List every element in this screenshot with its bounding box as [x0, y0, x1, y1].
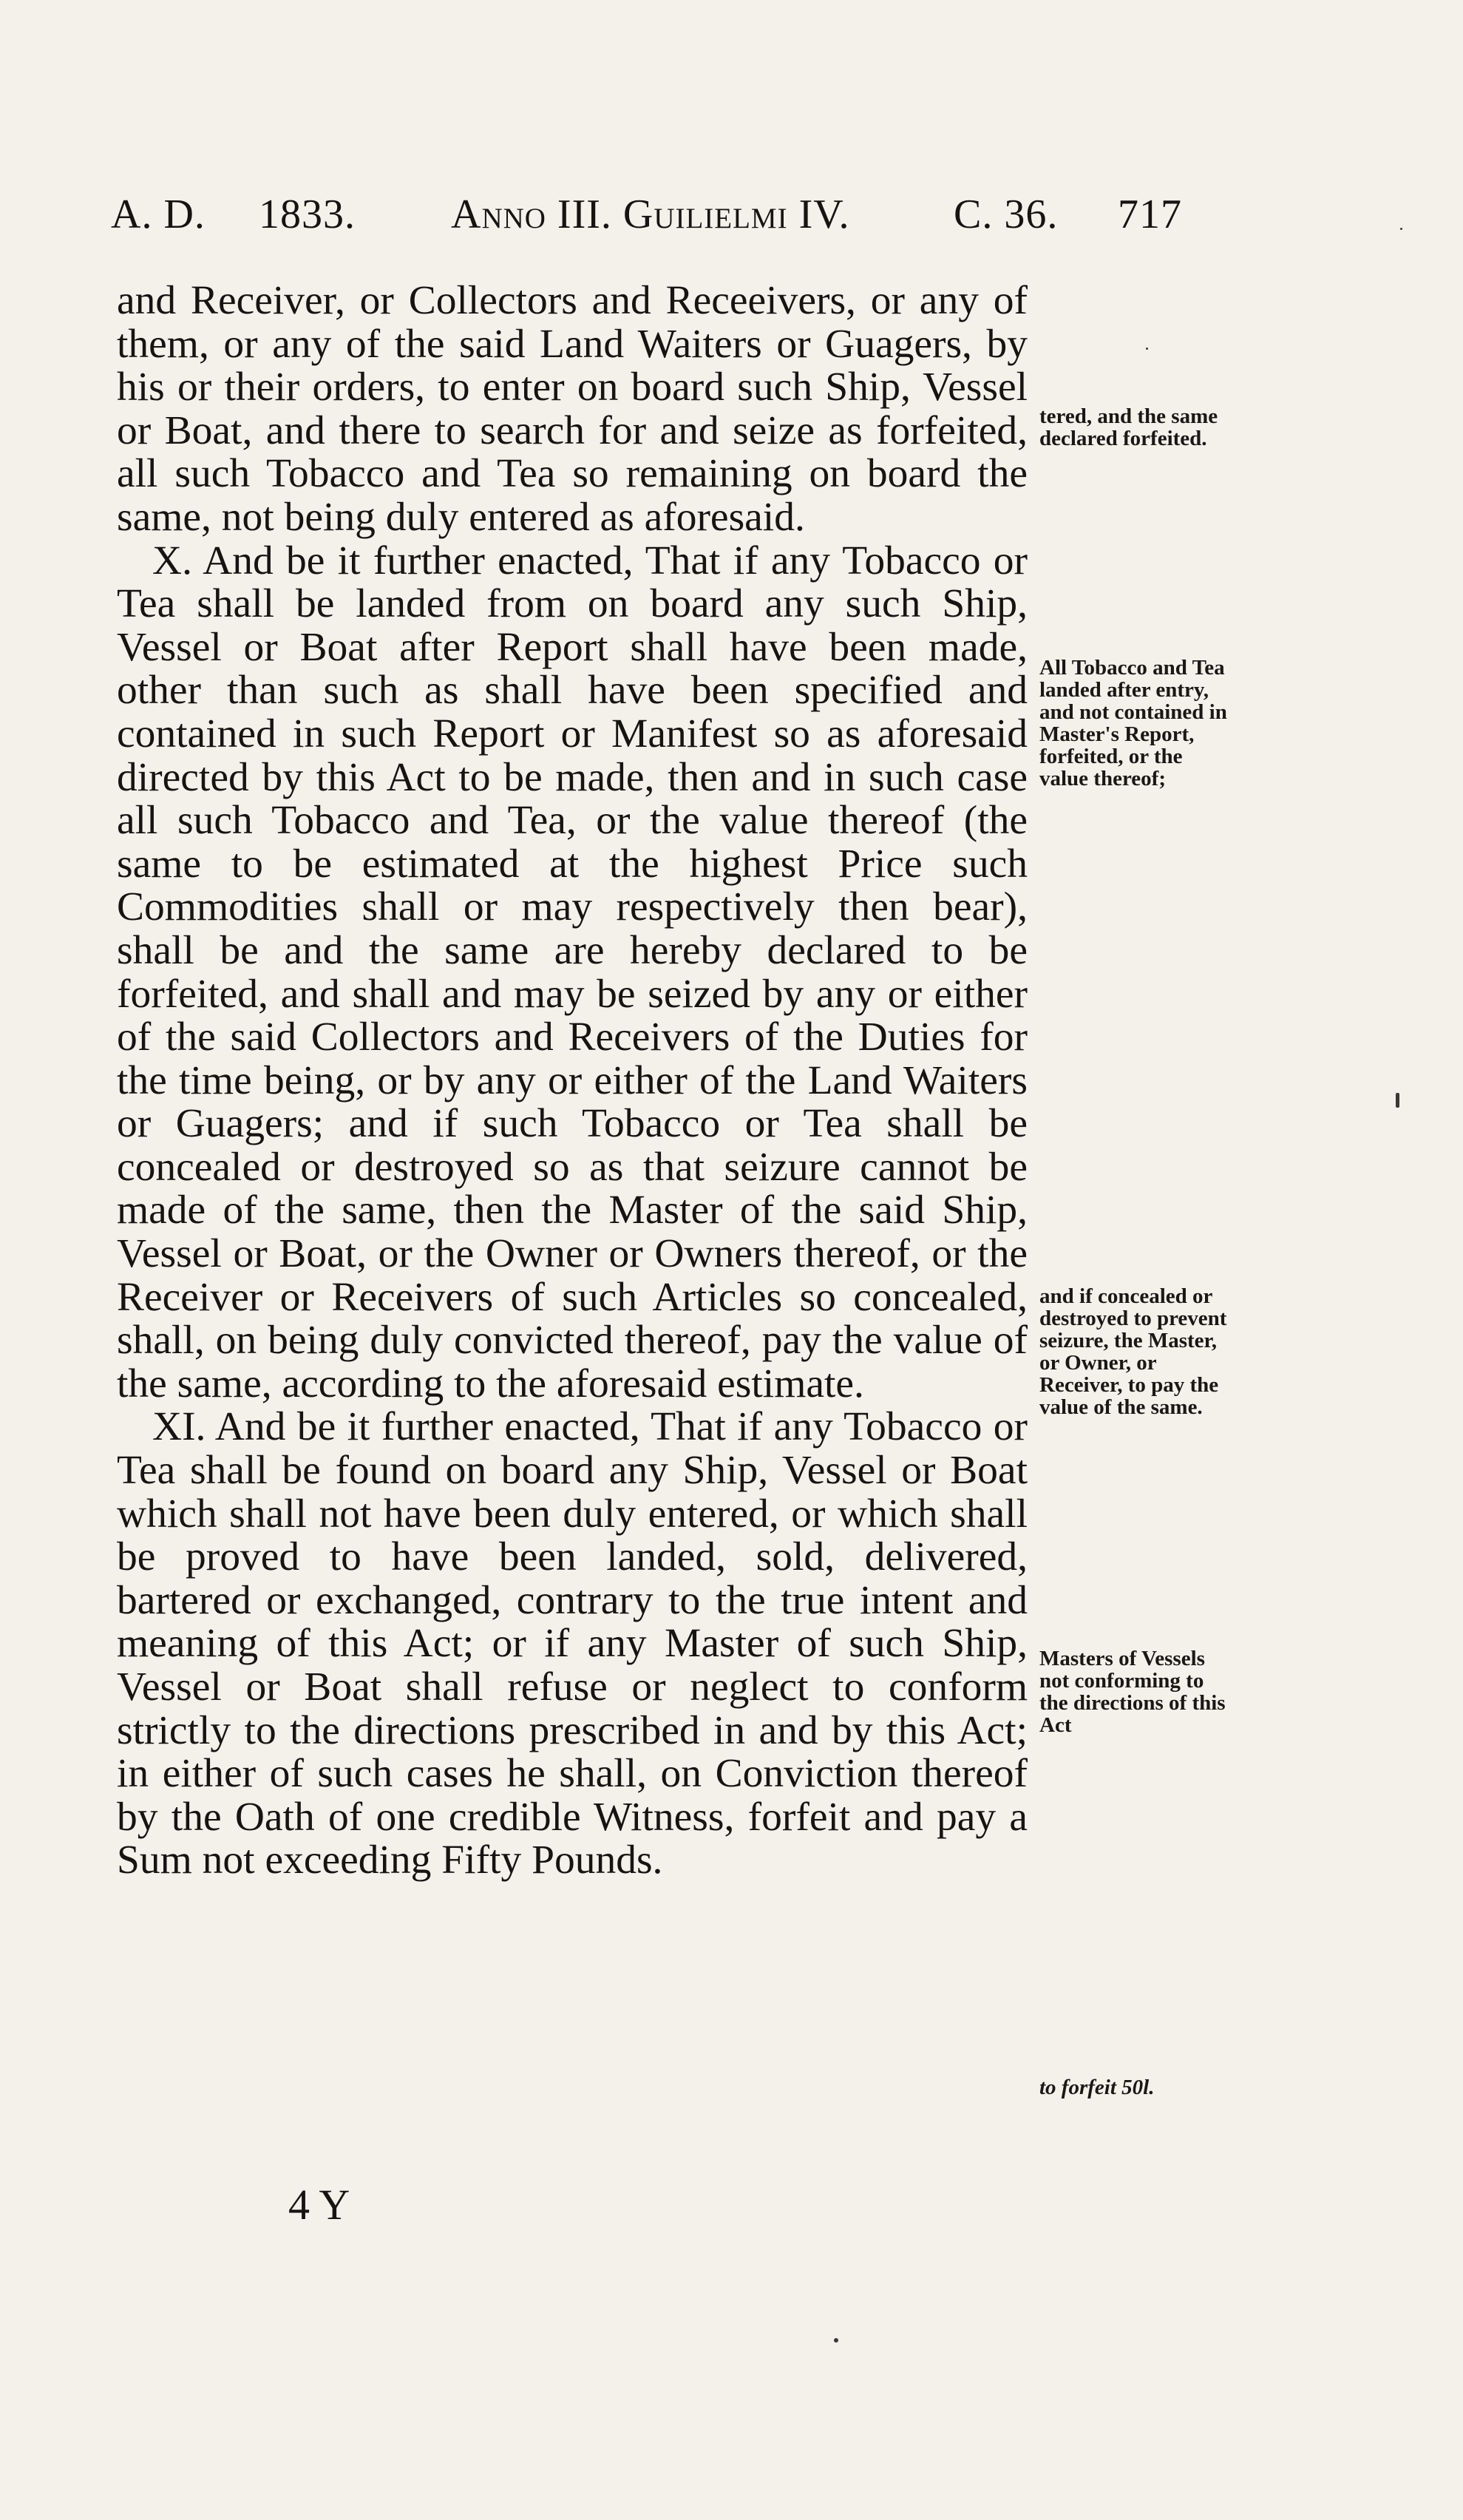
margin-note-tobacco-tea-landed: All Tobacco and Tea landed after entry, and not contained in Master's Report, forfeited, or the value thereof; [1039, 656, 1227, 790]
ink-speck [1400, 228, 1402, 230]
header-year: 1833. [259, 192, 356, 237]
margin-note-penalty: to forfeit 50l. [1039, 2076, 1155, 2099]
ink-speck [1146, 348, 1148, 350]
paragraph-continuation: and Receiver, or Collectors and Receeivers, or any of them, or any of the said Land Waiters or Guagers, by his or their orders, to enter on board such Ship, Vessel or Boat, and there to search for and seize as forfeited, all such Tobacco and Tea so remaining on board the same, not being duly entered as aforesaid. [117, 278, 1028, 540]
section-x-paragraph: X. And be it further enacted, That if any Tobacco or Tea shall be landed from on board any such Ship, Vessel or Boat after Report shall have been made, other than such as shall have been specified and contained in such Report or Manifest so as aforesaid directed by this Act to be made, then and in such case all such Tobacco and Tea, or the value thereof (the same to be estimated at the highest Price such Commodities shall or may respectively then bear), shall be and the same are hereby declared to be forfeited, and shall and may be seized by any or either of the said Collectors and Receivers of the Duties for the time being, or by any or either of the Land Waiters or Guagers; and if such Tobacco or Tea shall be concealed or destroyed so as that seizure cannot be made of the same, then the Master of the said Ship, Vessel or Boat, or the Owner or Owners thereof, or the Receiver or Receivers of such Articles so concealed, shall, on being duly convicted thereof, pay the value of the same, according to the aforesaid estimate. [117, 538, 1028, 1406]
ink-speck [834, 2338, 838, 2343]
header-regnal-year: Anno III. Guilielmi IV. [451, 192, 850, 237]
page-number: 717 [1118, 192, 1182, 237]
header-chapter: C. 36. [954, 192, 1059, 237]
margin-note-masters-of-vessels: Masters of Vessels not conforming to the directions of this Act [1039, 1647, 1226, 1737]
section-xi-paragraph: XI. And be it further enacted, That if any Tobacco or Tea shall be found on board any Ship, Vessel or Boat which shall not have been duly entered, or which shall be proved to have been landed, sold, delivered, bartered or exchanged, contrary to the true intent and meaning of this Act; or if any Master of such Ship, Vessel or Boat shall refuse or neglect to conform strictly to the directions prescribed in and by this Act; in either of such cases he shall, on Conviction thereof by the Oath of one credible Witness, forfeit and pay a Sum not exceeding Fifty Pounds. [117, 1404, 1028, 1883]
body-text [117, 280, 1028, 1883]
ink-speck [1396, 1093, 1399, 1108]
margin-note-concealed: and if concealed or destroyed to prevent seizure, the Master, or Owner, or Receiver, to pay the value of the same. [1039, 1284, 1227, 1419]
header-ad: A. D. [111, 192, 206, 237]
margin-note-forfeited: tered, and the same declared forfeited. [1039, 404, 1218, 450]
signature-mark: 4 Y [288, 2181, 350, 2229]
running-header [111, 191, 1220, 250]
